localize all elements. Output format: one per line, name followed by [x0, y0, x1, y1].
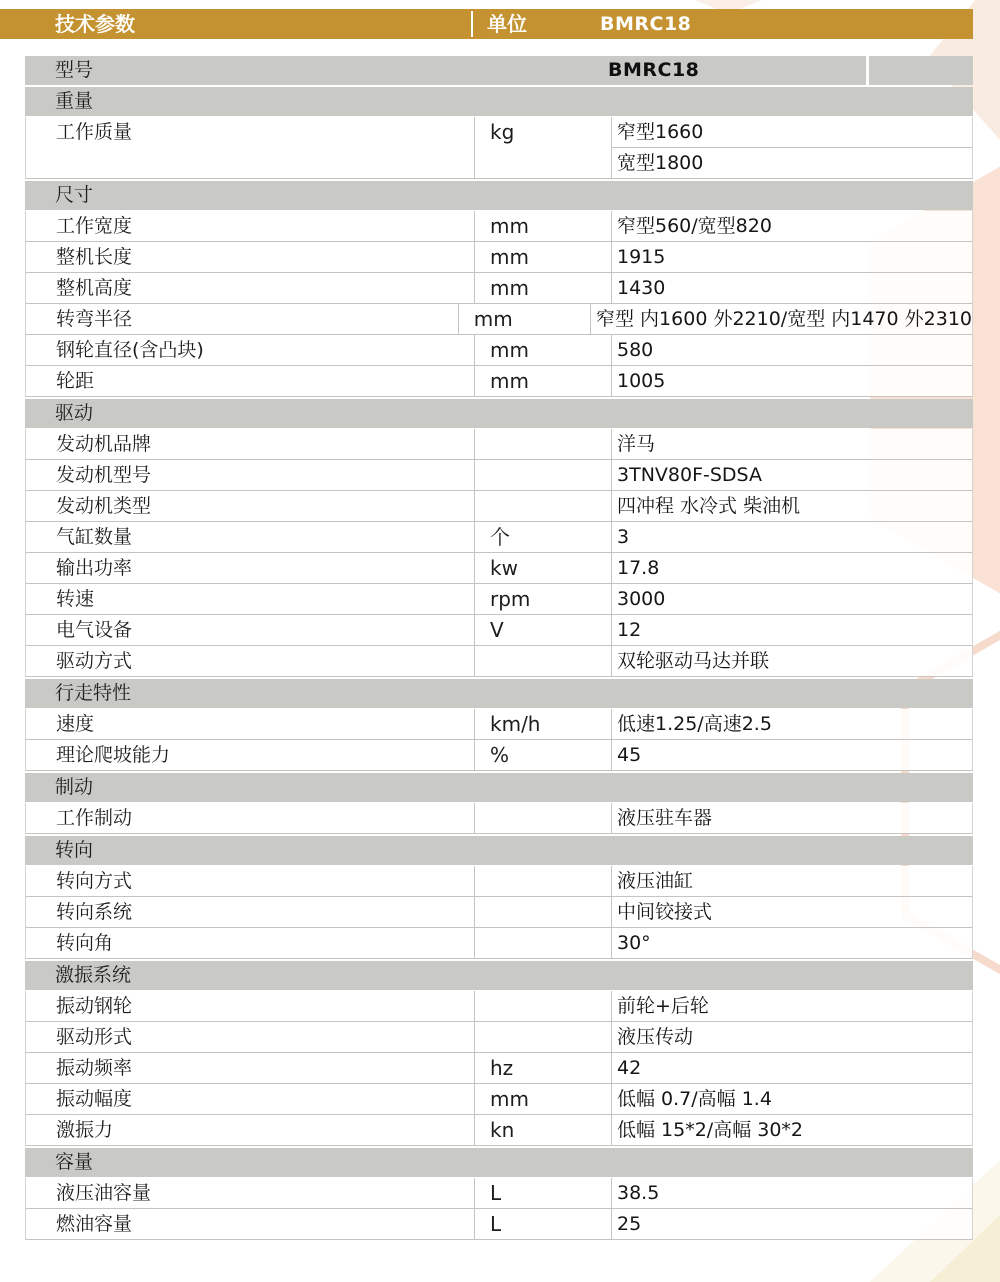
- row-label: 工作质量: [56, 121, 133, 143]
- row-value: 3000: [617, 588, 666, 610]
- spec-sections: [25, 85, 973, 1240]
- row-values: [611, 1209, 972, 1239]
- row-value: 1005: [617, 370, 666, 392]
- row-label: 发动机型号: [56, 464, 152, 486]
- row-values: [611, 1084, 972, 1114]
- table-row: [25, 709, 973, 740]
- row-values: [611, 366, 972, 396]
- row-label: 振动频率: [56, 1057, 133, 1079]
- row-unit: [474, 646, 611, 676]
- row-label: 整机长度: [56, 246, 133, 268]
- row-label: 振动幅度: [56, 1088, 133, 1110]
- row-label: 燃油容量: [56, 1213, 133, 1235]
- row-label: 工作宽度: [56, 215, 133, 237]
- row-value: 液压油缸: [617, 870, 694, 892]
- row-value: 中间铰接式: [617, 901, 713, 923]
- row-values: [611, 491, 972, 521]
- row-unit: kw: [474, 553, 611, 583]
- section-header: 行走特性: [25, 679, 973, 708]
- row-unit: kg: [474, 117, 611, 178]
- row-unit: mm: [474, 242, 611, 272]
- row-unit: mm: [474, 366, 611, 396]
- header-divider: [471, 11, 473, 37]
- table-row: [25, 866, 973, 897]
- table-row: [25, 273, 973, 304]
- row-values: [611, 709, 972, 739]
- model-row-divider: [866, 56, 869, 85]
- row-value: 液压驻车器: [617, 807, 713, 829]
- table-header: [0, 9, 973, 39]
- row-label: 电气设备: [56, 619, 133, 641]
- row-value: 低幅 15*2/高幅 30*2: [617, 1119, 804, 1141]
- row-label: 整机高度: [56, 277, 133, 299]
- section-header: 驱动: [25, 399, 973, 428]
- row-value: 45: [617, 744, 642, 766]
- row-unit: [474, 429, 611, 459]
- row-unit: [474, 866, 611, 896]
- row-values: [611, 1178, 972, 1208]
- row-label: 输出功率: [56, 557, 133, 579]
- table-row: [25, 740, 973, 771]
- row-value: 38.5: [617, 1182, 660, 1204]
- table-row: [25, 460, 973, 491]
- table-row: [25, 1022, 973, 1053]
- row-value: 580: [617, 339, 654, 361]
- table-row: [25, 928, 973, 959]
- table-row: [25, 553, 973, 584]
- row-unit: mm: [458, 304, 590, 334]
- table-row: [25, 242, 973, 273]
- model-column-header: BMRC18: [600, 13, 692, 35]
- row-values: [611, 615, 972, 645]
- table-row: [25, 615, 973, 646]
- row-value: 宽型1800: [612, 147, 972, 178]
- row-values: [611, 740, 972, 770]
- row-unit: [474, 991, 611, 1021]
- row-unit: V: [474, 615, 611, 645]
- row-label: 转向方式: [56, 870, 133, 892]
- table-row: [25, 1178, 973, 1209]
- table-row: [25, 522, 973, 553]
- row-label: 驱动方式: [56, 650, 133, 672]
- table-row: [25, 646, 973, 677]
- row-value: 洋马: [617, 433, 656, 455]
- row-value: 25: [617, 1213, 642, 1235]
- model-row: [25, 56, 973, 85]
- row-unit: [474, 897, 611, 927]
- table-row: [25, 1053, 973, 1084]
- row-label: 转向角: [56, 932, 114, 954]
- table-row: [25, 803, 973, 834]
- row-value: 窄型560/宽型820: [617, 215, 772, 237]
- row-label: 转弯半径: [56, 308, 133, 330]
- section-header: 尺寸: [25, 181, 973, 210]
- row-value: 前轮+后轮: [617, 995, 709, 1017]
- row-unit: %: [474, 740, 611, 770]
- table-row: [25, 429, 973, 460]
- row-label: 发动机类型: [56, 495, 152, 517]
- row-unit: mm: [474, 1084, 611, 1114]
- row-values: [611, 897, 972, 927]
- row-values: [611, 117, 972, 178]
- row-unit: [474, 928, 611, 958]
- section-header: 容量: [25, 1148, 973, 1177]
- row-label: 转向系统: [56, 901, 133, 923]
- row-values: [611, 646, 972, 676]
- section-header: 重量: [25, 87, 973, 116]
- page-title: 技术参数: [55, 12, 135, 36]
- row-values: [611, 335, 972, 365]
- row-label: 气缸数量: [56, 526, 133, 548]
- row-unit: [474, 491, 611, 521]
- row-label: 振动钢轮: [56, 995, 133, 1017]
- row-unit: mm: [474, 273, 611, 303]
- row-value: 42: [617, 1057, 642, 1079]
- row-value: 窄型1660: [617, 121, 704, 143]
- table-row: [25, 335, 973, 366]
- row-values: [611, 991, 972, 1021]
- row-values: [611, 242, 972, 272]
- table-row: [25, 211, 973, 242]
- row-unit: L: [474, 1209, 611, 1239]
- row-value: 双轮驱动马达并联: [617, 650, 770, 672]
- row-values: [611, 1022, 972, 1052]
- row-unit: [474, 1022, 611, 1052]
- row-value: 3: [617, 526, 630, 548]
- row-values: [611, 928, 972, 958]
- section-header: 激振系统: [25, 961, 973, 990]
- row-unit: rpm: [474, 584, 611, 614]
- row-value: 低速1.25/高速2.5: [617, 713, 772, 735]
- row-values: [611, 1053, 972, 1083]
- row-unit: hz: [474, 1053, 611, 1083]
- row-unit: L: [474, 1178, 611, 1208]
- row-values: [611, 866, 972, 896]
- row-values: [611, 584, 972, 614]
- row-label: 工作制动: [56, 807, 133, 829]
- table-row: [25, 117, 973, 179]
- table-row: [25, 584, 973, 615]
- table-row: [25, 366, 973, 397]
- row-label: 钢轮直径(含凸块): [56, 339, 204, 361]
- row-unit: mm: [474, 335, 611, 365]
- row-unit: km/h: [474, 709, 611, 739]
- row-label: 理论爬坡能力: [56, 744, 171, 766]
- row-value: 12: [617, 619, 642, 641]
- row-label: 速度: [56, 713, 95, 735]
- row-value: 3TNV80F-SDSA: [617, 464, 762, 486]
- row-value: 窄型 内1600 外2210/宽型 内1470 外2310: [596, 308, 972, 330]
- row-value: 1915: [617, 246, 666, 268]
- row-values: [611, 211, 972, 241]
- table-row: [25, 304, 973, 335]
- section-header: 转向: [25, 836, 973, 865]
- table-row: [25, 491, 973, 522]
- row-values: [611, 1115, 972, 1145]
- row-value: 四冲程 水冷式 柴油机: [617, 495, 801, 517]
- row-label: 发动机品牌: [56, 433, 152, 455]
- row-label: 轮距: [56, 370, 95, 392]
- row-label: 驱动形式: [56, 1026, 133, 1048]
- row-unit: 个: [474, 522, 611, 552]
- model-row-label: 型号: [55, 59, 94, 81]
- row-values: [611, 460, 972, 490]
- model-row-value: BMRC18: [608, 59, 700, 81]
- row-unit: mm: [474, 211, 611, 241]
- row-values: [611, 522, 972, 552]
- row-value: 低幅 0.7/高幅 1.4: [617, 1088, 772, 1110]
- row-label: 转速: [56, 588, 95, 610]
- row-value: 1430: [617, 277, 666, 299]
- row-unit: kn: [474, 1115, 611, 1145]
- table-row: [25, 1209, 973, 1240]
- table-row: [25, 991, 973, 1022]
- row-values: [611, 553, 972, 583]
- row-unit: [474, 460, 611, 490]
- row-values: [611, 273, 972, 303]
- row-label: 液压油容量: [56, 1182, 152, 1204]
- row-unit: [474, 803, 611, 833]
- row-value: 液压传动: [617, 1026, 694, 1048]
- unit-column-header: 单位: [487, 12, 527, 36]
- table-row: [25, 1084, 973, 1115]
- section-header: 制动: [25, 773, 973, 802]
- row-label: 激振力: [56, 1119, 114, 1141]
- row-values: [611, 429, 972, 459]
- row-value: 30°: [617, 932, 651, 954]
- table-row: [25, 1115, 973, 1146]
- row-values: [611, 803, 972, 833]
- row-value: 17.8: [617, 557, 660, 579]
- table-row: [25, 897, 973, 928]
- row-values: [590, 304, 972, 334]
